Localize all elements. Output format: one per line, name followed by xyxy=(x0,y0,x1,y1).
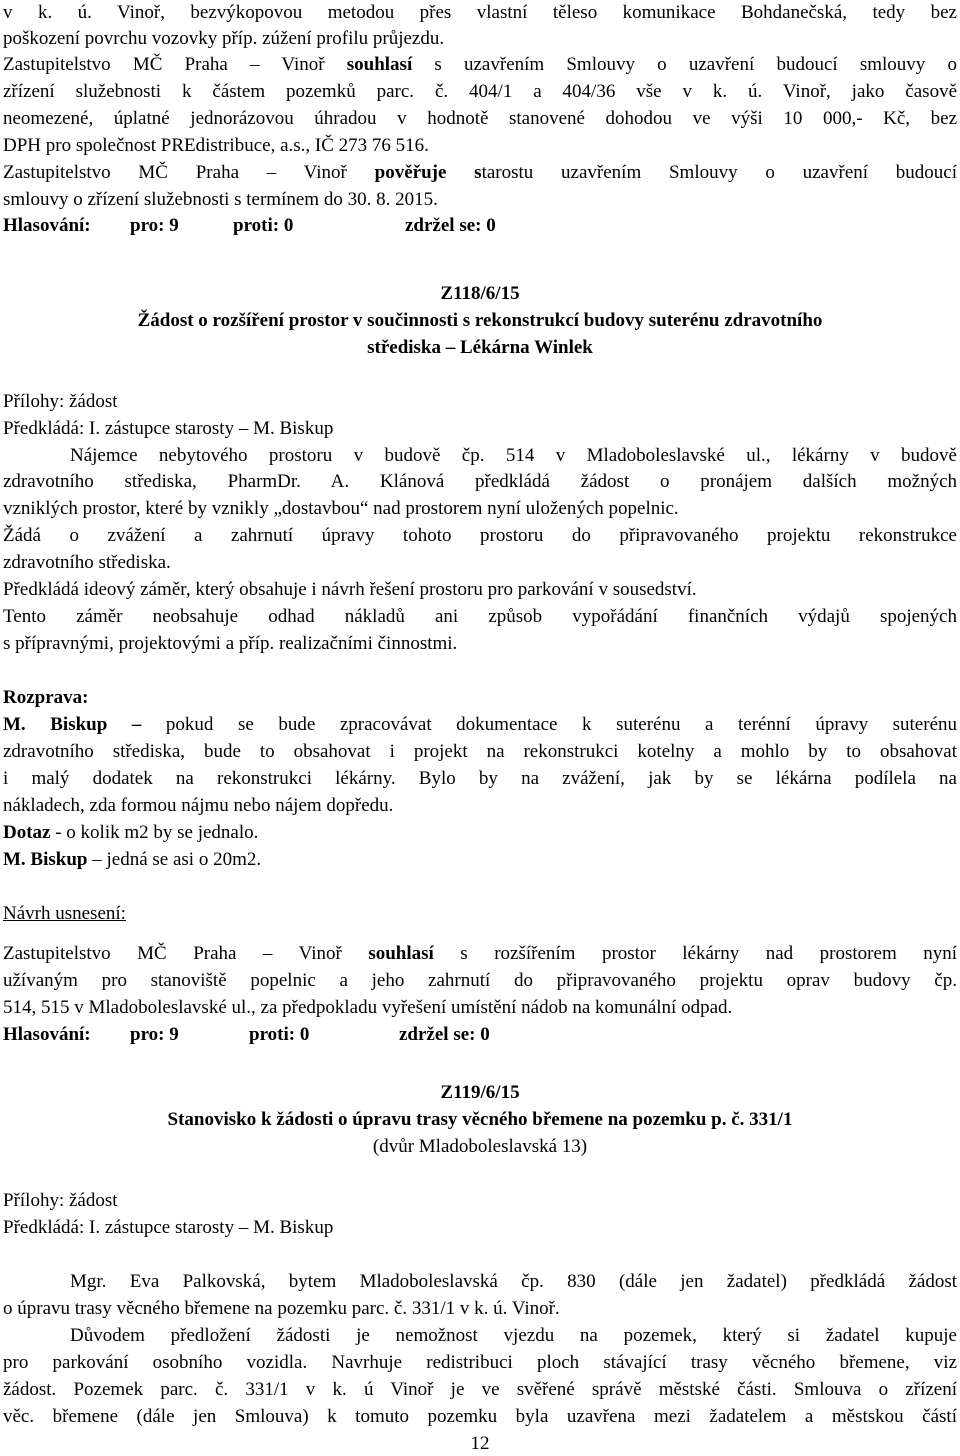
text-line: DPH pro společnost PREdistribuce, a.s., IČ 273 76 516. xyxy=(3,135,429,156)
text-line: i malý dodatek na rekonstrukci lékárny. Bylo by na zvážení, jak by se lékárna podílela na xyxy=(3,768,957,789)
vote-abstain: zdržel se: 0 xyxy=(405,215,496,236)
text-line: neomezené, úplatné jednorázovou úhradou v hodnotě stanovené dohodou ve výši 10 000,- Kč, bez xyxy=(3,108,957,129)
attachments: Přílohy: žádost xyxy=(3,1190,118,1211)
text-line: Předkládá ideový záměr, který obsahuje i návrh řešení prostoru pro parkování v sousedství. xyxy=(3,579,697,600)
attachments: Přílohy: žádost xyxy=(3,391,118,412)
vote-proti: proti: 0 xyxy=(233,215,294,236)
text-line: Žádá o zvážení a zahrnutí úpravy tohoto prostoru do připravovaného projektu rekonstrukce xyxy=(3,525,957,546)
question-line: Dotaz - o kolik m2 by se jednalo. xyxy=(3,822,259,843)
discussion-line: M. Biskup – jedná se asi o 20m2. xyxy=(3,849,262,870)
text-line: pro parkování osobního vozidla. Navrhuje redistribuci ploch stávající trasy věcného břemene, viz xyxy=(3,1352,957,1373)
vote-line xyxy=(3,1023,957,1047)
resolution-line: Zastupitelstvo MČ Praha – Vinoř pověřuje starostu uzavřením Smlouvy o uzavření budoucí xyxy=(3,162,958,183)
text-line: 514, 515 v Mladoboleslavské ul., za předpokladu vyřešení umístění nádob na komunální odpad. xyxy=(3,997,733,1018)
section-heading: Návrh usnesení: xyxy=(3,903,126,924)
resolution-title: střediska – Lékárna Winlek xyxy=(367,337,593,358)
text-line: užívaným pro stanoviště popelnic a jeho zahrnutí do připravovaného projektu oprav budovy čp. xyxy=(3,970,957,991)
presenter: Předkládá: I. zástupce starosty – M. Biskup xyxy=(3,1217,334,1238)
text-line: zdravotního střediska. xyxy=(3,552,171,573)
text-line: Důvodem předložení žádosti je nemožnost vjezdu na pozemek, který si žadatel kupuje xyxy=(70,1325,957,1346)
text-line: s přípravnými, projektovými a příp. realizačními činnostmi. xyxy=(3,633,458,654)
vote-line xyxy=(3,214,957,238)
vote-pro: pro: 9 xyxy=(130,1024,179,1045)
text-line: vzniklých prostor, které by vznikly „dostavbou“ nad prostorem nyní uložených popelnic. xyxy=(3,498,679,519)
resolution-subtitle: (dvůr Mladoboleslavská 13) xyxy=(372,1136,588,1157)
resolution-line: Zastupitelstvo MČ Praha – Vinoř souhlasí s rozšířením prostor lékárny nad prostorem nyní xyxy=(3,943,957,964)
discussion-line: M. Biskup – pokud se bude zpracovávat dokumentace k suterénu a terénní úpravy suterénu xyxy=(3,714,958,735)
vote-abstain: zdržel se: 0 xyxy=(399,1024,490,1045)
text-line: o úpravu trasy věcného břemene na pozemku parc. č. 331/1 v k. ú. Vinoř. xyxy=(3,1298,560,1319)
section-heading: Rozprava: xyxy=(3,687,89,708)
text-line: zřízení služebnosti k částem pozemků parc. č. 404/1 a 404/36 vše v k. ú. Vinoř, jako časově xyxy=(3,81,957,102)
text-line: Mgr. Eva Palkovská, bytem Mladoboleslavská čp. 830 (dále jen žadatel) předkládá žádost xyxy=(70,1271,957,1292)
page-number: 12 xyxy=(470,1433,490,1454)
resolution-number: Z119/6/15 xyxy=(440,1082,520,1103)
text-line: smlouvy o zřízení služebnosti s termínem do 30. 8. 2015. xyxy=(3,189,438,210)
vote-label: Hlasování: xyxy=(3,215,91,236)
resolution-title: Žádost o rozšíření prostor v součinnosti s rekonstrukcí budovy suterénu zdravotního xyxy=(137,310,823,331)
text-line: Tento záměr neobsahuje odhad nákladů ani způsob vypořádání finančních výdajů spojených xyxy=(3,606,957,627)
resolution-number: Z118/6/15 xyxy=(440,283,520,304)
vote-proti: proti: 0 xyxy=(249,1024,310,1045)
text-line: zdravotního střediska, bude to obsahovat i projekt na rekonstrukci kotelny a mohlo by to obsahovat xyxy=(3,741,957,762)
text-line: zdravotního střediska, PharmDr. A. Klánová předkládá žádost o pronájem dalších možných xyxy=(3,471,957,492)
text-line: Nájemce nebytového prostoru v budově čp. 514 v Mladoboleslavské ul., lékárny v budově xyxy=(70,445,957,466)
vote-pro: pro: 9 xyxy=(130,215,179,236)
presenter: Předkládá: I. zástupce starosty – M. Biskup xyxy=(3,418,334,439)
text-line: nákladech, zda formou nájmu nebo nájem dopředu. xyxy=(3,795,394,816)
resolution-line: Zastupitelstvo MČ Praha – Vinoř souhlasí s uzavřením Smlouvy o uzavření budoucí smlouvy o xyxy=(3,54,957,75)
text-line: v k. ú. Vinoř, bezvýkopovou metodou přes vlastní těleso komunikace Bohdanečská, tedy bez xyxy=(3,2,957,23)
resolution-title: Stanovisko k žádosti o úpravu trasy věcného břemene na pozemku p. č. 331/1 xyxy=(167,1109,793,1130)
text-line: žádost. Pozemek parc. č. 331/1 v k. ú Vinoř je ve svěřené správě městské části. Smlouva o zřízení xyxy=(3,1379,957,1400)
text-line: věc. břemene (dále jen Smlouva) k tomuto pozemku byla uzavřena mezi žadatelem a městskou částí xyxy=(3,1406,957,1427)
vote-label: Hlasování: xyxy=(3,1024,91,1045)
text-line: poškození povrchu vozovky příp. zúžení profilu průjezdu. xyxy=(3,28,445,49)
